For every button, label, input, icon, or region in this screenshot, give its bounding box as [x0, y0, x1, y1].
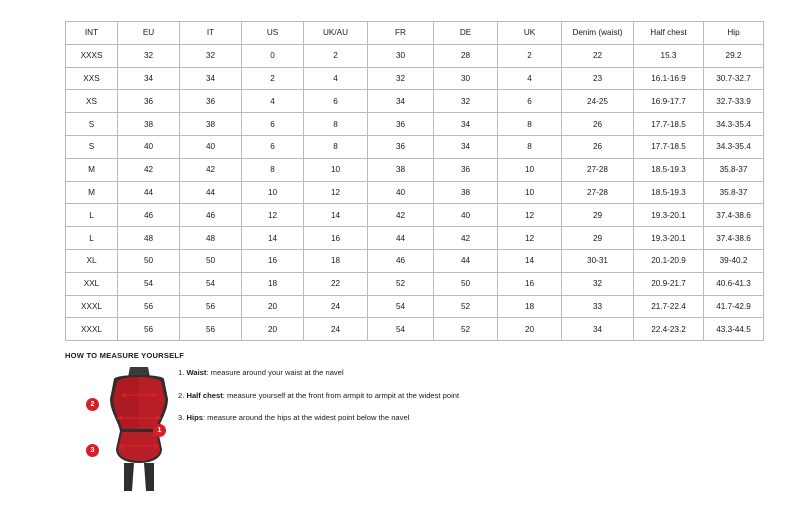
table-cell: 36 — [118, 90, 180, 113]
table-cell: 34 — [368, 90, 434, 113]
table-cell: 2 — [242, 67, 304, 90]
table-header-cell: Half chest — [634, 22, 704, 45]
table-row — [66, 295, 764, 318]
table-cell: 56 — [118, 318, 180, 341]
table-cell: 52 — [434, 318, 498, 341]
table-cell: 12 — [498, 204, 562, 227]
table-cell: 20 — [242, 318, 304, 341]
table-cell: 40 — [118, 135, 180, 158]
table-cell: XXXL — [66, 318, 118, 341]
table-cell: 24 — [304, 318, 368, 341]
table-cell: 34.3-35.4 — [704, 113, 764, 136]
table-cell: 40 — [368, 181, 434, 204]
table-cell: 34.3-35.4 — [704, 135, 764, 158]
table-cell: 46 — [368, 249, 434, 272]
table-cell: 54 — [368, 318, 434, 341]
table-row — [66, 113, 764, 136]
table-cell: 52 — [368, 272, 434, 295]
table-cell: 30 — [368, 44, 434, 67]
table-cell: 32 — [434, 90, 498, 113]
table-cell: 14 — [242, 227, 304, 250]
table-row — [66, 249, 764, 272]
table-cell: 24 — [304, 295, 368, 318]
table-row — [66, 158, 764, 181]
table-cell: 30-31 — [562, 249, 634, 272]
table-row — [66, 181, 764, 204]
table-cell: 24-25 — [562, 90, 634, 113]
table-cell: 22 — [304, 272, 368, 295]
table-cell: 2 — [498, 44, 562, 67]
table-cell: 4 — [304, 67, 368, 90]
table-cell: 46 — [180, 204, 242, 227]
table-cell: 34 — [118, 67, 180, 90]
instruction-line — [178, 390, 598, 401]
how-to-measure-title: HOW TO MEASURE YOURSELF — [65, 351, 185, 360]
table-cell: 19.3-20.1 — [634, 227, 704, 250]
table-cell: 21.7-22.4 — [634, 295, 704, 318]
table-cell: 4 — [242, 90, 304, 113]
table-cell: 6 — [242, 135, 304, 158]
table-cell: 34 — [180, 67, 242, 90]
table-row — [66, 204, 764, 227]
table-cell: 32 — [368, 67, 434, 90]
table-cell: 35.8-37 — [704, 181, 764, 204]
table-header-cell: IT — [180, 22, 242, 45]
table-cell: M — [66, 158, 118, 181]
table-cell: 12 — [242, 204, 304, 227]
table-cell: 20.1-20.9 — [634, 249, 704, 272]
table-cell: S — [66, 135, 118, 158]
marker-2: 2 — [86, 398, 99, 411]
table-cell: 6 — [498, 90, 562, 113]
table-cell: 16 — [242, 249, 304, 272]
table-cell: 2 — [304, 44, 368, 67]
instruction-line — [178, 412, 598, 423]
table-cell: 18 — [498, 295, 562, 318]
table-cell: XXL — [66, 272, 118, 295]
instruction-term: Hips — [186, 413, 203, 422]
table-cell: 8 — [242, 158, 304, 181]
table-cell: XXXS — [66, 44, 118, 67]
table-cell: 16 — [498, 272, 562, 295]
table-cell: 27-28 — [562, 158, 634, 181]
table-row — [66, 227, 764, 250]
table-cell: 41.7-42.9 — [704, 295, 764, 318]
table-cell: 8 — [304, 113, 368, 136]
instruction-number: 3. — [178, 413, 185, 422]
size-chart-table — [65, 21, 764, 341]
table-body — [66, 44, 764, 340]
table-cell: 29 — [562, 227, 634, 250]
instruction-number: 2. — [178, 390, 185, 400]
table-cell: 27-28 — [562, 181, 634, 204]
measure-instructions — [178, 367, 598, 435]
table-cell: 14 — [498, 249, 562, 272]
table-cell: L — [66, 204, 118, 227]
table-cell: 56 — [180, 295, 242, 318]
instruction-text: : measure around the hips at the widest point below the navel — [202, 413, 410, 422]
table-header-cell: FR — [368, 22, 434, 45]
table-cell: 56 — [180, 318, 242, 341]
table-cell: 54 — [180, 272, 242, 295]
table-cell: 34 — [562, 318, 634, 341]
table-row — [66, 135, 764, 158]
table-cell: 44 — [368, 227, 434, 250]
table-header-row — [66, 22, 764, 45]
table-cell: 38 — [180, 113, 242, 136]
table-cell: 4 — [498, 67, 562, 90]
table-cell: 20.9-21.7 — [634, 272, 704, 295]
table-cell: XL — [66, 249, 118, 272]
table-cell: 8 — [304, 135, 368, 158]
marker-3: 3 — [86, 444, 99, 457]
table-cell: 30 — [434, 67, 498, 90]
table-cell: XXXL — [66, 295, 118, 318]
table-cell: 38 — [118, 113, 180, 136]
table-cell: 22.4-23.2 — [634, 318, 704, 341]
table-cell: 18 — [304, 249, 368, 272]
instruction-text: : measure around your waist at the navel — [206, 368, 344, 377]
table-cell: 0 — [242, 44, 304, 67]
table-cell: 15.3 — [634, 44, 704, 67]
table-cell: S — [66, 113, 118, 136]
table-cell: 37.4-38.6 — [704, 204, 764, 227]
table-cell: 23 — [562, 67, 634, 90]
size-chart-table-wrapper — [65, 21, 751, 341]
instruction-line — [178, 367, 598, 378]
table-header-cell: US — [242, 22, 304, 45]
table-cell: 18.5-19.3 — [634, 181, 704, 204]
table-row — [66, 272, 764, 295]
table-row — [66, 44, 764, 67]
table-cell: 36 — [180, 90, 242, 113]
table-cell: 26 — [562, 113, 634, 136]
table-cell: 54 — [118, 272, 180, 295]
table-cell: 50 — [180, 249, 242, 272]
table-cell: 32 — [562, 272, 634, 295]
table-cell: 36 — [368, 135, 434, 158]
table-cell: 12 — [304, 181, 368, 204]
table-cell: 38 — [368, 158, 434, 181]
table-cell: 42 — [368, 204, 434, 227]
table-cell: 34 — [434, 135, 498, 158]
table-cell: 26 — [562, 135, 634, 158]
table-cell: 40 — [434, 204, 498, 227]
table-cell: 34 — [434, 113, 498, 136]
table-cell: 32 — [118, 44, 180, 67]
table-cell: 32.7-33.9 — [704, 90, 764, 113]
table-cell: XS — [66, 90, 118, 113]
table-cell: 42 — [434, 227, 498, 250]
table-cell: 50 — [118, 249, 180, 272]
table-cell: 20 — [242, 295, 304, 318]
table-cell: 6 — [242, 113, 304, 136]
table-cell: 17.7-18.5 — [634, 135, 704, 158]
table-cell: 46 — [118, 204, 180, 227]
table-cell: 29 — [562, 204, 634, 227]
instruction-text: : measure yourself at the front from armpit to armpit at the widest point — [222, 390, 460, 400]
table-cell: 39-40.2 — [704, 249, 764, 272]
instruction-term: Half chest — [186, 390, 223, 400]
table-cell: 36 — [434, 158, 498, 181]
table-cell: 16.9-17.7 — [634, 90, 704, 113]
instruction-number: 1. — [178, 368, 185, 377]
table-cell: 18.5-19.3 — [634, 158, 704, 181]
table-header-cell: UK/AU — [304, 22, 368, 45]
table-cell: 16 — [304, 227, 368, 250]
table-cell: 16.1-16.9 — [634, 67, 704, 90]
table-header-cell: UK — [498, 22, 562, 45]
table-cell: 32 — [180, 44, 242, 67]
table-row — [66, 318, 764, 341]
table-cell: 42 — [118, 158, 180, 181]
table-cell: L — [66, 227, 118, 250]
table-cell: 10 — [498, 181, 562, 204]
table-cell: 20 — [498, 318, 562, 341]
table-cell: 29.2 — [704, 44, 764, 67]
table-cell: 18 — [242, 272, 304, 295]
marker-1: 1 — [153, 424, 166, 437]
table-cell: XXS — [66, 67, 118, 90]
table-cell: 10 — [242, 181, 304, 204]
table-header-cell: Denim (waist) — [562, 22, 634, 45]
table-header-cell: INT — [66, 22, 118, 45]
table-cell: 40 — [180, 135, 242, 158]
table-row — [66, 67, 764, 90]
table-header-cell: EU — [118, 22, 180, 45]
table-cell: 37.4-38.6 — [704, 227, 764, 250]
table-row — [66, 90, 764, 113]
table-cell: 56 — [118, 295, 180, 318]
table-cell: 42 — [180, 158, 242, 181]
table-cell: 50 — [434, 272, 498, 295]
table-header-cell: DE — [434, 22, 498, 45]
table-cell: 38 — [434, 181, 498, 204]
table-cell: 8 — [498, 135, 562, 158]
table-cell: 10 — [498, 158, 562, 181]
table-cell: 10 — [304, 158, 368, 181]
table-cell: 30.7-32.7 — [704, 67, 764, 90]
table-cell: 36 — [368, 113, 434, 136]
table-cell: 17.7-18.5 — [634, 113, 704, 136]
table-cell: 19.3-20.1 — [634, 204, 704, 227]
table-cell: 6 — [304, 90, 368, 113]
table-cell: 48 — [118, 227, 180, 250]
table-cell: 48 — [180, 227, 242, 250]
table-cell: 8 — [498, 113, 562, 136]
table-cell: 52 — [434, 295, 498, 318]
instruction-term: Waist — [186, 368, 207, 377]
table-header-cell: Hip — [704, 22, 764, 45]
table-cell: M — [66, 181, 118, 204]
table-cell: 33 — [562, 295, 634, 318]
table-cell: 44 — [180, 181, 242, 204]
table-cell: 43.3-44.5 — [704, 318, 764, 341]
table-cell: 44 — [434, 249, 498, 272]
table-cell: 35.8-37 — [704, 158, 764, 181]
table-cell: 28 — [434, 44, 498, 67]
table-cell: 14 — [304, 204, 368, 227]
table-cell: 22 — [562, 44, 634, 67]
table-cell: 40.6-41.3 — [704, 272, 764, 295]
table-cell: 54 — [368, 295, 434, 318]
table-cell: 12 — [498, 227, 562, 250]
table-cell: 44 — [118, 181, 180, 204]
